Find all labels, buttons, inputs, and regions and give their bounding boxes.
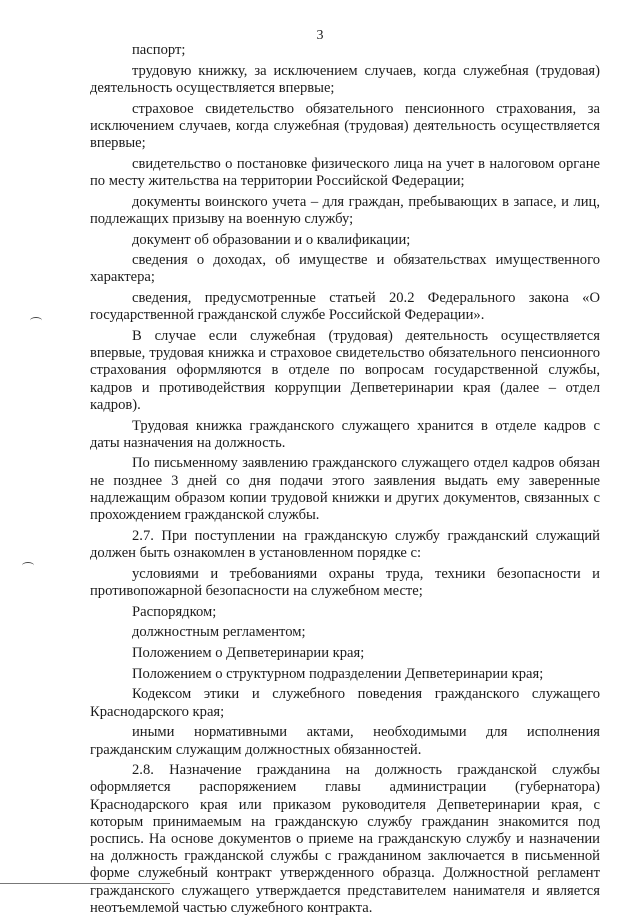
scan-artifact xyxy=(30,317,42,324)
paragraph: трудовую книжку, за исключением случаев, когда служебная (трудовая) деятельность осуществляется впервые; xyxy=(90,62,600,96)
scan-artifact xyxy=(22,562,34,569)
paragraph: паспорт; xyxy=(132,42,186,58)
paragraph: Положением о Депветеринарии края; xyxy=(132,645,365,661)
document-body xyxy=(90,42,600,921)
paragraph: документы воинского учета – для граждан, пребывающих в запасе, и лиц, подлежащих призыву на военную службу; xyxy=(90,193,600,227)
paragraph: Трудовая книжка гражданского служащего хранится в отделе кадров с даты назначения на должность. xyxy=(90,417,600,451)
paragraph: условиями и требованиями охраны труда, техники безопасности и противопожарной безопасности на служебном месте; xyxy=(90,565,600,599)
paragraph: Положением о структурном подразделении Депветеринарии края; xyxy=(132,665,544,682)
paragraph: Кодексом этики и служебного поведения гражданского служащего Краснодарского края; xyxy=(90,686,600,720)
paragraph: иными нормативными актами, необходимыми для исполнения гражданским служащим должностных обязанностей. xyxy=(90,724,600,758)
page-number: 3 xyxy=(316,28,324,43)
paragraph: 2.8. Назначение гражданина на должность гражданской службы оформляется распоряжением главы администрации (губернатора) Краснодарского края или приказом руководителя Депветеринарии края, с которым принимаемым на гражданскую службу гражданин знакомится под роспись. На основе документов о приеме на гражданскую службу и назначении на должность гражданской службы с гражданином заключается в письменной форме служебный контракт утвержденного образца. Должностной регламент гражданского служащего утверждается представителем нанимателя и является неотъемлемой частью служебного контракта. xyxy=(90,762,600,916)
paragraph: Распорядком; xyxy=(132,603,217,620)
scan-artifact xyxy=(0,883,170,884)
paragraph: документ об образовании и о квалификации; xyxy=(132,231,411,248)
paragraph: В случае если служебная (трудовая) деятельность осуществляется впервые, трудовая книжка и страховое свидетельство обязательного пенсионного страхования оформляются в отделе по вопросам государственной службы, кадров и противодействия коррупции Депветеринарии края (далее – отдел кадров). xyxy=(90,328,600,413)
paragraph: страховое свидетельство обязательного пенсионного страхования, за исключением случаев, когда служебная (трудовая) деятельность осуществляется впервые; xyxy=(90,100,600,152)
paragraph: сведения о доходах, об имуществе и обязательствах имущественного характера; xyxy=(90,252,600,286)
paragraph: должностным регламентом; xyxy=(132,624,306,641)
paragraph: 2.7. При поступлении на гражданскую службу гражданский служащий должен быть ознакомлен в установленном порядке с: xyxy=(90,527,600,561)
paragraph: свидетельство о постановке физического лица на учет в налоговом органе по месту жительства на территории Российской Федерации; xyxy=(90,155,600,189)
paragraph: По письменному заявлению гражданского служащего отдел кадров обязан не позднее 3 дней со дня подачи этого заявления выдать ему заверенные надлежащим образом копии трудовой книжки и других документов, связанных с прохождением гражданской службы. xyxy=(90,455,600,524)
paragraph: сведения, предусмотренные статьей 20.2 Федерального закона «О государственной гражданской службе Российской Федерации». xyxy=(90,290,600,324)
